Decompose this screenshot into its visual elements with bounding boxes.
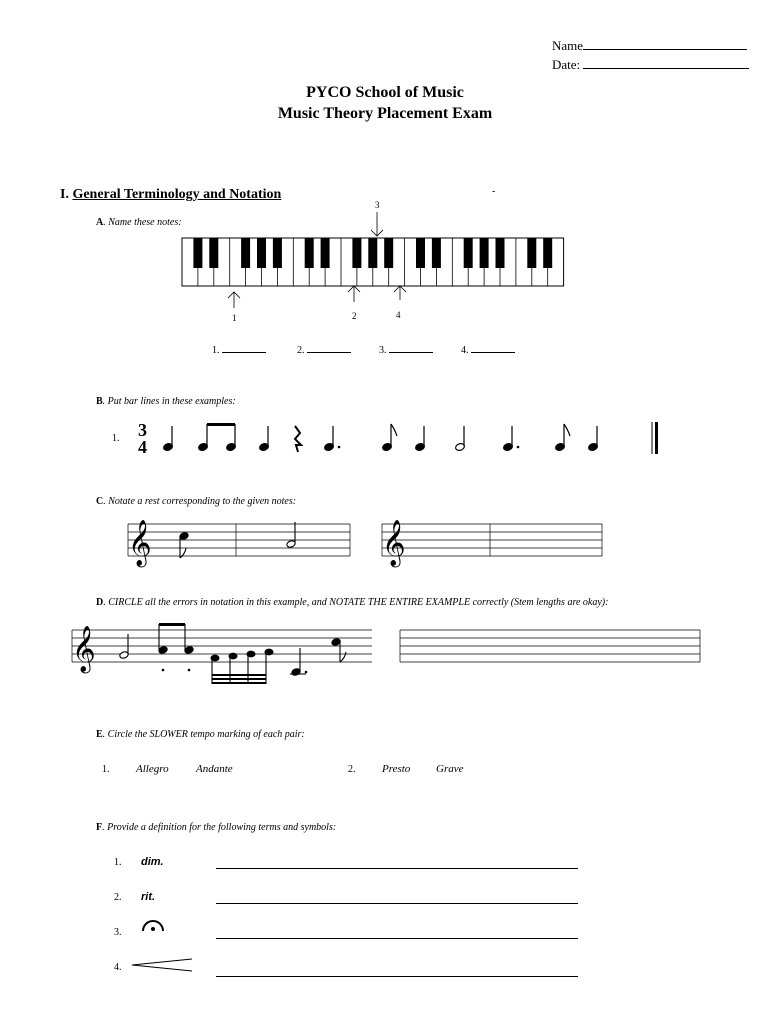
tempo-andante[interactable]: Andante bbox=[196, 763, 233, 775]
black-key bbox=[241, 238, 250, 268]
treble-clef-icon: 𝄞 bbox=[382, 520, 406, 565]
crescendo-hairpin-icon bbox=[128, 956, 196, 974]
definition-line-2[interactable] bbox=[216, 903, 578, 904]
name-field[interactable] bbox=[552, 38, 747, 54]
part-a-prompt: A. Name these notes: bbox=[96, 217, 182, 228]
black-key bbox=[416, 238, 425, 268]
answer-2[interactable]: 2. bbox=[297, 345, 351, 356]
fermata-icon bbox=[140, 918, 166, 934]
section-title: General Terminology and Notation bbox=[72, 187, 282, 202]
def-3-number: 3. bbox=[114, 927, 122, 938]
definition-line-4[interactable] bbox=[216, 976, 578, 977]
tempo-pair-1-number: 1. bbox=[102, 764, 110, 775]
black-key bbox=[432, 238, 441, 268]
black-key bbox=[464, 238, 473, 268]
arrow-label-2: 2 bbox=[352, 311, 357, 321]
black-key bbox=[321, 238, 330, 268]
date-label: Date: bbox=[552, 57, 581, 72]
time-signature-bottom: 4 bbox=[138, 437, 147, 457]
treble-clef-icon: 𝄞 bbox=[72, 626, 96, 671]
black-key bbox=[480, 238, 489, 268]
part-d-prompt: D. CIRCLE all the errors in notation in this example, and NOTATE THE ENTIRE EXAMPLE correctly (Stem lengths are okay): bbox=[96, 597, 609, 608]
part-f-prompt: F. Provide a definition for the following terms and symbols: bbox=[96, 822, 337, 833]
answer-3[interactable]: 3. bbox=[379, 345, 433, 356]
error-example-staves[interactable] bbox=[66, 612, 706, 692]
answer-1[interactable]: 1. bbox=[212, 345, 266, 356]
date-field[interactable] bbox=[552, 57, 749, 73]
term-dim: dim. bbox=[141, 856, 164, 868]
part-b-prompt: B. Put bar lines in these examples: bbox=[96, 396, 236, 407]
answer-4[interactable]: 4. bbox=[461, 345, 515, 356]
piano-keyboard bbox=[170, 196, 570, 326]
section-number: I bbox=[60, 187, 66, 202]
black-key bbox=[352, 238, 361, 268]
tempo-allegro[interactable]: Allegro bbox=[136, 763, 169, 775]
tempo-grave[interactable]: Grave bbox=[436, 763, 464, 775]
stray-dash: - bbox=[492, 186, 496, 197]
black-key bbox=[496, 238, 505, 268]
black-key bbox=[305, 238, 314, 268]
black-key bbox=[384, 238, 393, 268]
black-key bbox=[257, 238, 266, 268]
def-4-number: 4. bbox=[114, 962, 122, 973]
part-c-prompt: C. Notate a rest corresponding to the given notes: bbox=[96, 496, 297, 507]
date-blank[interactable] bbox=[583, 68, 749, 69]
def-2-number: 2. bbox=[114, 892, 122, 903]
arrow-label-1: 1 bbox=[232, 313, 237, 323]
exam-title: Music Theory Placement Exam bbox=[277, 105, 493, 122]
black-key bbox=[543, 238, 552, 268]
black-key bbox=[209, 238, 218, 268]
arrow-label-3: 3 bbox=[375, 200, 380, 210]
part-e-prompt: E. Circle the SLOWER tempo marking of each pair: bbox=[96, 729, 305, 740]
name-blank[interactable] bbox=[583, 49, 747, 50]
treble-clef-icon: 𝄞 bbox=[128, 520, 152, 565]
definition-line-3[interactable] bbox=[216, 938, 578, 939]
rhythm-example[interactable] bbox=[130, 414, 670, 464]
black-key bbox=[527, 238, 536, 268]
section-heading: I. General Terminology and Notation bbox=[60, 187, 282, 202]
rest-staves[interactable] bbox=[124, 510, 614, 570]
tempo-presto[interactable]: Presto bbox=[382, 763, 411, 775]
school-title: PYCO School of Music bbox=[306, 84, 464, 101]
black-key bbox=[368, 238, 377, 268]
black-key bbox=[193, 238, 202, 268]
part-b-item: 1. bbox=[112, 433, 120, 444]
arrow-label-4: 4 bbox=[396, 310, 401, 320]
black-key bbox=[273, 238, 282, 268]
term-rit: rit. bbox=[141, 891, 156, 903]
def-1-number: 1. bbox=[114, 857, 122, 868]
time-signature-top: 3 bbox=[138, 420, 147, 440]
definition-line-1[interactable] bbox=[216, 868, 578, 869]
tempo-pair-2-number: 2. bbox=[348, 764, 356, 775]
name-label: Name bbox=[552, 38, 584, 53]
